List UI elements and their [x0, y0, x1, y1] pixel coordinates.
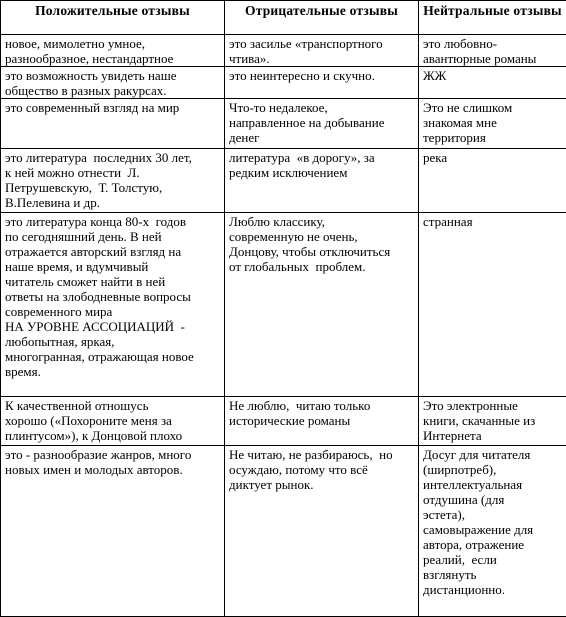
cell-line: авантюрные романы — [423, 51, 562, 66]
table-body — [1, 35, 566, 617]
cell-line: (ширпотреб), — [423, 462, 562, 477]
cell-line: Не читаю, не разбираюсь, но — [229, 447, 414, 462]
cell-line: направленное на добывание — [229, 115, 414, 130]
cell-line: отражается авторский взгляд на — [5, 244, 220, 259]
cell-line: время. — [5, 364, 220, 379]
cell-neutral — [419, 99, 566, 149]
cell-line: современного мира — [5, 304, 220, 319]
cell-line: денег — [229, 130, 414, 145]
cell-negative — [225, 35, 419, 67]
cell-line: к ней можно отнести Л. — [5, 165, 220, 180]
cell-line: дистанционно. — [423, 582, 562, 597]
cell-positive — [1, 397, 225, 446]
cell-line: литература «в дорогу», за — [229, 150, 414, 165]
table-row — [1, 149, 566, 213]
cell-neutral — [419, 35, 566, 67]
table-row — [1, 213, 566, 397]
cell-line: это засилье «транспортного — [229, 36, 414, 51]
cell-negative — [225, 99, 419, 149]
cell-line: взглянуть — [423, 567, 562, 582]
table-row — [1, 67, 566, 99]
cell-line: диктует рынок. — [229, 477, 414, 492]
cell-line: интеллектуальная — [423, 477, 562, 492]
cell-line: многогранная, отражающая новое — [5, 349, 220, 364]
cell-line: новое, мимолетно умное, — [5, 36, 220, 51]
cell-line: эстета), — [423, 507, 562, 522]
cell-line: Интернета — [423, 428, 562, 443]
cell-line: исторические романы — [229, 413, 414, 428]
cell-line: Люблю классику, — [229, 214, 414, 229]
cell-line: новых имен и молодых авторов. — [5, 462, 220, 477]
cell-positive — [1, 99, 225, 149]
cell-line: это неинтересно и скучно. — [229, 68, 414, 83]
cell-line: река — [423, 150, 562, 165]
cell-line: это литература последних 30 лет, — [5, 150, 220, 165]
cell-line: от глобальных проблем. — [229, 259, 414, 274]
table-row — [1, 446, 566, 617]
cell-negative — [225, 149, 419, 213]
cell-line: плинтусом»), к Донцовой плохо — [5, 428, 220, 443]
cell-line: В.Пелевина и др. — [5, 195, 220, 210]
cell-line: самовыражение для — [423, 522, 562, 537]
cell-line: странная — [423, 214, 562, 229]
cell-neutral — [419, 397, 566, 446]
cell-line: реалий, если — [423, 552, 562, 567]
cell-line: ЖЖ — [423, 68, 562, 83]
cell-line: ответы на злободневные вопросы — [5, 289, 220, 304]
cell-line: это современный взгляд на мир — [5, 100, 220, 115]
cell-line: Это не слишком — [423, 100, 562, 115]
cell-positive — [1, 446, 225, 617]
cell-positive — [1, 35, 225, 67]
cell-line: это любовно- — [423, 36, 562, 51]
cell-positive — [1, 67, 225, 99]
table-row — [1, 99, 566, 149]
cell-line: Не люблю, читаю только — [229, 398, 414, 413]
cell-line: по сегодняшний день. В ней — [5, 229, 220, 244]
cell-neutral — [419, 149, 566, 213]
cell-neutral — [419, 213, 566, 397]
cell-line: Что-то недалекое, — [229, 100, 414, 115]
cell-negative — [225, 67, 419, 99]
header-row — [1, 1, 566, 35]
cell-line: отдушина (для — [423, 492, 562, 507]
cell-line: читатель сможет найти в ней — [5, 274, 220, 289]
table-row — [1, 35, 566, 67]
cell-positive — [1, 149, 225, 213]
header-neutral: Нейтральные отзывы — [419, 1, 566, 35]
cell-positive — [1, 213, 225, 397]
cell-line: разнообразное, нестандартное — [5, 51, 220, 66]
cell-negative — [225, 446, 419, 617]
cell-line: знакомая мне — [423, 115, 562, 130]
cell-line: К качественной отношусь — [5, 398, 220, 413]
cell-line: осуждаю, потому что всё — [229, 462, 414, 477]
cell-line: редким исключением — [229, 165, 414, 180]
cell-line: современную не очень, — [229, 229, 414, 244]
cell-line: НА УРОВНЕ АССОЦИАЦИЙ - — [5, 319, 220, 334]
cell-line: наше время, и вдумчивый — [5, 259, 220, 274]
table-row — [1, 397, 566, 446]
cell-line: автора, отражение — [423, 537, 562, 552]
cell-line: это литература конца 80-х годов — [5, 214, 220, 229]
cell-line: это возможность увидеть наше — [5, 68, 220, 83]
cell-line: территория — [423, 130, 562, 145]
cell-negative — [225, 213, 419, 397]
cell-line: Донцову, чтобы отключиться — [229, 244, 414, 259]
cell-line: Петрушевскую, Т. Толстую, — [5, 180, 220, 195]
cell-negative — [225, 397, 419, 446]
cell-line: хорошо («Похороните меня за — [5, 413, 220, 428]
cell-line: чтива». — [229, 51, 414, 66]
header-negative: Отрицательные отзывы — [225, 1, 419, 35]
cell-line: книги, скачанные из — [423, 413, 562, 428]
header-positive: Положительные отзывы — [1, 1, 225, 35]
cell-line: общество в разных ракурсах. — [5, 83, 220, 98]
cell-line: любопытная, яркая, — [5, 334, 220, 349]
cell-neutral — [419, 446, 566, 617]
cell-line: Это электронные — [423, 398, 562, 413]
cell-neutral — [419, 67, 566, 99]
cell-line: это - разнообразие жанров, много — [5, 447, 220, 462]
cell-line: Досуг для читателя — [423, 447, 562, 462]
